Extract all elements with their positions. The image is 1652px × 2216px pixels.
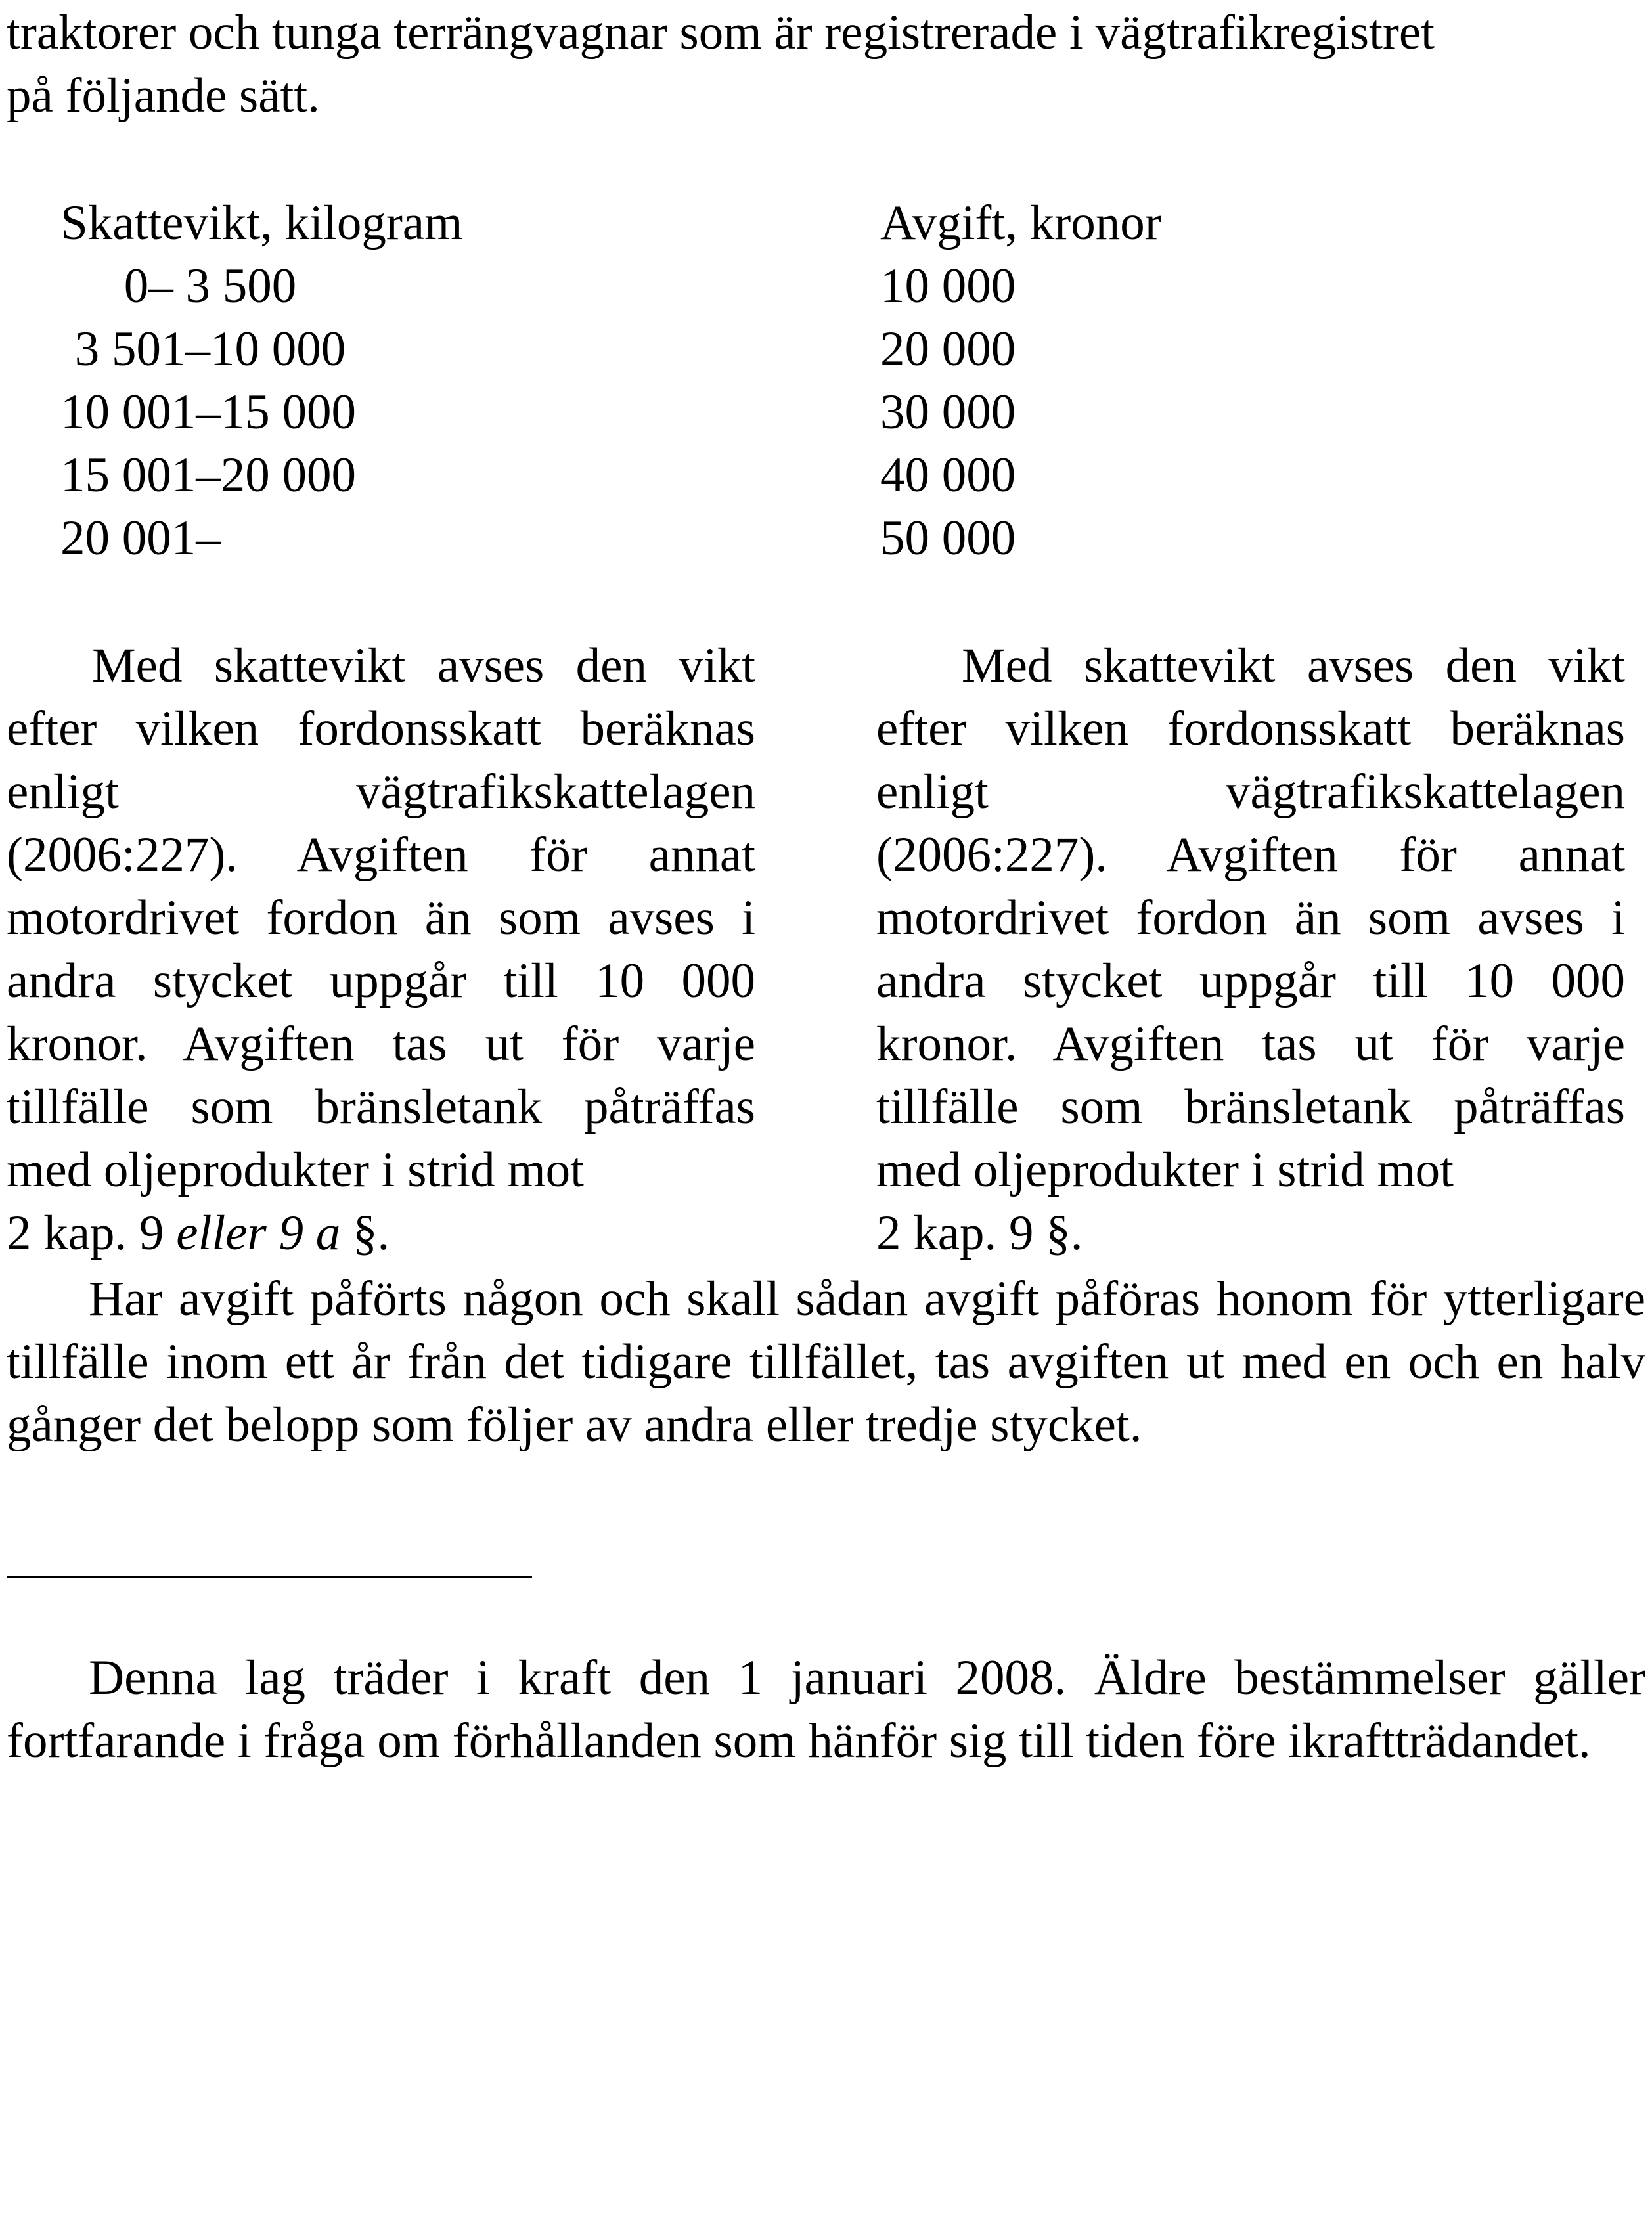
fee-table-header-fee: Avgift, kronor	[880, 196, 1161, 250]
comparison-left-paragraph: Med skattevikt avses den vikt efter vilken fordonsskatt beräknas enligt vägtrafikskattelagen (2006:227). Avgiften för annat motordrivet fordon än som avses i andra stycket uppgår till 10 000 kronor. Avgiften tas ut för varje tillfälle som bränsletank påträffas med oljeprodukter i strid mot	[7, 638, 755, 1197]
comparison-left-column	[7, 634, 755, 1265]
fee-table-weight-cell: 15 001–20 000	[60, 448, 356, 502]
fee-table-weight-cell: 10 001–15 000	[60, 385, 356, 439]
comparison-right-column	[876, 634, 1625, 1265]
repeat-fee-paragraph: Har avgift påförts någon och skall sådan avgift påföras honom för ytterligare tillfälle inom ett år från det tidigare tillfället, tas avgiften ut med en och en halv gånger det belopp som följer av andra eller tredje stycket.	[7, 1272, 1645, 1452]
comparison-right-paragraph: Med skattevikt avses den vikt efter vilken fordonsskatt beräknas enligt vägtrafikskattelagen (2006:227). Avgiften för annat motordrivet fordon än som avses i andra stycket uppgår till 10 000 kronor. Avgiften tas ut för varje tillfälle som bränsletank påträffas med oljeprodukter i strid mot	[876, 638, 1625, 1197]
fee-table-fee-cell: 30 000	[880, 385, 1016, 439]
intro-line-1: traktorer och tunga terrängvagnar som är registrerade i vägtrafikregistret	[7, 5, 1435, 60]
comparison-left-end-prefix: 2 kap. 9	[7, 1206, 164, 1260]
comparison-left-end-suffix: §.	[353, 1206, 390, 1260]
fee-table-fee-cell: 20 000	[880, 322, 1016, 376]
transition-note: Denna lag träder i kraft den 1 januari 2008. Äldre bestämmelser gäller fortfarande i fråga om förhållanden som hänför sig till tiden före ikraftträdandet.	[7, 1651, 1645, 1768]
fee-table-weight-cell: 3 501–10 000	[74, 322, 346, 376]
comparison-left-end-italic: eller 9 a	[176, 1206, 341, 1260]
intro-line-2: på följande sätt.	[7, 68, 320, 123]
fee-table-fee-cell: 50 000	[880, 511, 1016, 565]
fee-table-fee-cell: 10 000	[880, 259, 1016, 313]
fee-table-header-weight: Skattevikt, kilogram	[60, 196, 463, 250]
fee-table-fee-cell: 40 000	[880, 448, 1016, 502]
comparison-left-ending	[7, 1202, 755, 1265]
footnote-divider	[7, 1576, 532, 1578]
fee-table-weight-cell: 0– 3 500	[123, 259, 297, 313]
comparison-right-ending: 2 kap. 9 §.	[876, 1206, 1083, 1260]
fee-table-weight-cell: 20 001–	[60, 511, 221, 565]
